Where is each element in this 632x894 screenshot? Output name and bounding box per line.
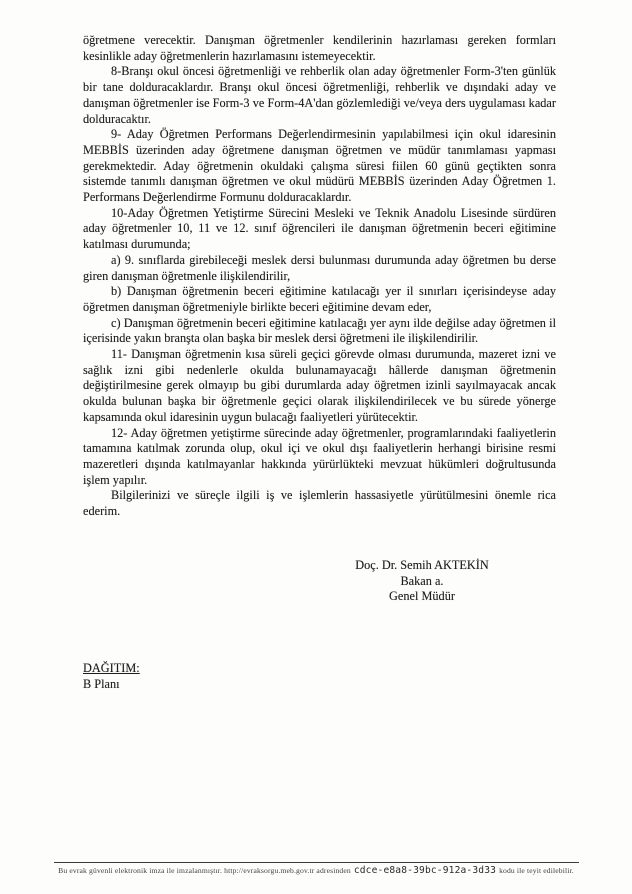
paragraph-subitem-b: b) Danışman öğretmenin beceri eğitimine katılacağı yer il sınırları içerisindeyse aday öğretmen danışman öğretmeniyle birlikte beceri eğitimine devam eder, xyxy=(83,284,556,314)
verification-code: cdce-e8a8-39bc-912a-3d33 xyxy=(353,865,497,876)
footer-divider xyxy=(54,862,579,863)
paragraph-item-12: 12- Aday öğretmen yetiştirme sürecinde aday öğretmenler, programlarındaki faaliyetlerin tamamına katılmak zorunda olup, okul içi ve okul dışı faaliyetlerin herhangi birisine resmi mazeretleri dışında katılmayanlar hakkında yürürlükteki mevzuat hükümleri doğrultusunda işlem yapılır. xyxy=(83,425,556,487)
signature-block xyxy=(302,558,542,605)
paragraph-subitem-c: c) Danışman öğretmenin beceri eğitimine katılacağı yer aynı ilde değilse aday öğretmen il içerisinde yakın branşta olan başka bir meslek dersi öğretmeni ile ilişkilendirilir. xyxy=(83,315,556,346)
paragraph-item-11: 11- Danışman öğretmenin kısa süreli geçici görevde olması durumunda, mazeret izni ve sağlık izni gibi nedenlerle okulda bulunamayacağı hâllerde danışman öğretmenin değiştirilmesine gerek olmayıp bu gibi durumlarda aday öğretmen izinli sayılmayacak ancak okulda bulunan başka bir öğretmenle geçici olarak ilişkilendirilecek ve bu sürede yönerge kapsamında okul idaresinin uygun bulacağı faaliyetleri yürütecektir. xyxy=(83,347,556,424)
distribution-block xyxy=(83,661,556,692)
paragraph-closing: Bilgilerinizi ve süreçle ilgili iş ve işlemlerin hassasiyetle yürütülmesini önemle rica ederim. xyxy=(83,488,556,519)
distribution-label: DAĞITIM: xyxy=(83,660,140,675)
signatory-title: Genel Müdür xyxy=(389,589,455,604)
paragraph-continuation: öğretmene verecektir. Danışman öğretmenler kendilerinin hazırlaması gereken formları kesinlikle aday öğretmenlerin hazırlamasını istemeyecektir. xyxy=(83,33,556,63)
e-signature-footer xyxy=(0,862,632,876)
paragraph-subitem-a: a) 9. sınıflarda girebileceği meslek dersi bulunması durumunda aday öğretmen bu derse giren danışman öğretmenle ilişkilendirilir, xyxy=(83,252,556,283)
document-body xyxy=(83,33,556,692)
paragraph-item-8: 8-Branşı okul öncesi öğretmenliği ve rehberlik olan aday öğretmenler Form-3'ten günlük bir tane dolduracaklardır. Branşı okul öncesi öğretmenliği, rehberlik ve dışındaki aday ve danışman öğretmenler ise Form-3 ve Form-4A'dan gözlemlediği ve/veya ders uygulaması kadar dolduracaktır. xyxy=(83,64,556,126)
paragraph-item-9: 9- Aday Öğretmen Performans Değerlendirmesinin yapılabilmesi için okul idaresinin MEBBİS üzerinden aday öğretmene danışman öğretmen ve müdür tanımlaması yapması gerekmektedir. Aday öğretmenin okuldaki çalışma süresi fiilen 60 günü geçtikten sonra sistemde tanımlı danışman öğretmen ve okul müdürü MEBBİS üzerinden Aday Öğretmen 1. Performans Değerlendirme Formunu dolduracaklardır. xyxy=(83,127,556,205)
footer-suffix: kodu ile teyit edilebilir. xyxy=(499,866,574,875)
distribution-item: B Planı xyxy=(83,676,120,691)
signatory-on-behalf: Bakan a. xyxy=(400,573,444,588)
footer-verification-text xyxy=(0,865,632,876)
footer-prefix: Bu evrak güvenli elektronik imza ile imzalanmıştır. http://evraksorgu.meb.gov.tr adresinden xyxy=(58,866,351,875)
paragraph-item-10: 10-Aday Öğretmen Yetiştirme Sürecini Mesleki ve Teknik Anadolu Lisesinde sürdüren aday öğretmenler 10, 11 ve 12. sınıf öğrencileri ile danışman öğretmenin beceri eğitimine katılması durumunda; xyxy=(83,205,556,252)
signatory-name: Doç. Dr. Semih AKTEKİN xyxy=(355,557,489,572)
